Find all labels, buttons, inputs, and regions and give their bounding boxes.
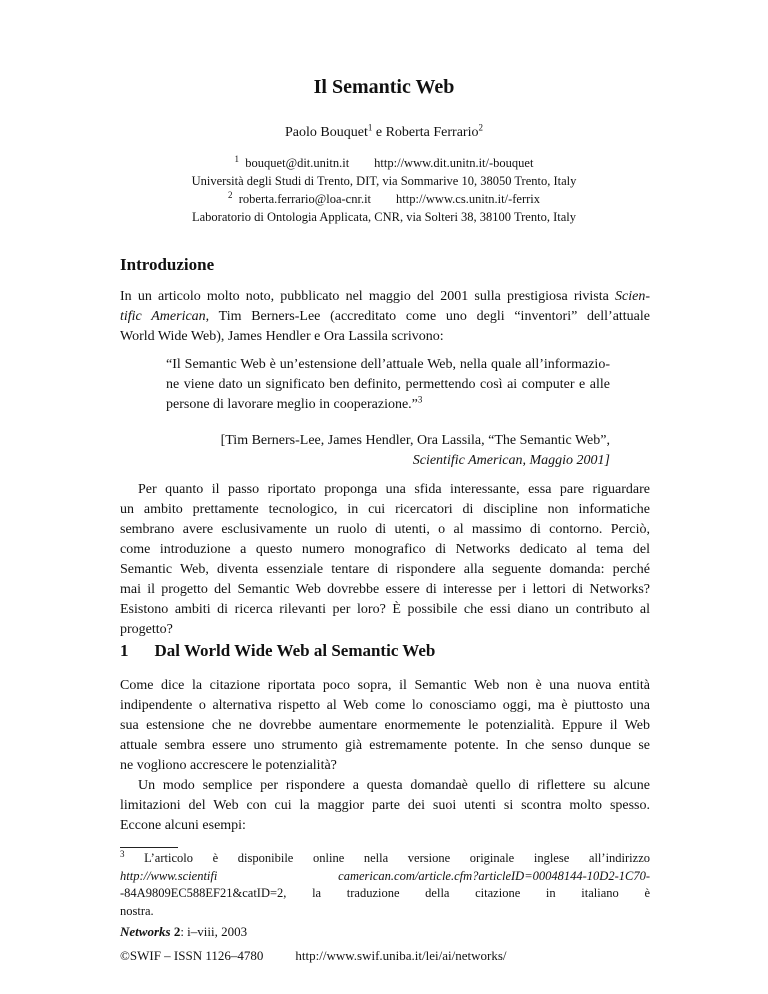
line-text: tific American, Tim Berners-Lee (accreditato come uno degli “inventori” dell’attuale — [120, 309, 650, 324]
paragraph — [120, 287, 650, 347]
text-line — [120, 716, 650, 736]
line-text: “Il Semantic Web è un’estensione dell’attuale Web, nella quale all’informazio- — [166, 357, 610, 372]
journal-url[interactable]: http://www.swif.uniba.it/lei/ai/networks/ — [295, 948, 507, 963]
line-text: nostra. — [120, 903, 154, 918]
text-line — [120, 776, 650, 796]
text-line — [166, 355, 610, 375]
affil-mark: 1 — [367, 122, 373, 133]
line-text: In un articolo molto noto, pubblicato nel maggio del 2001 sulla prestigiosa rivista Scien- — [120, 289, 650, 304]
text-line — [120, 850, 650, 868]
line-text: ne viene dato un significato ben definito, permettendo così ai computer e alle — [166, 377, 610, 392]
footer — [120, 920, 507, 968]
paragraph — [120, 480, 650, 640]
author-2: Roberta Ferrario — [385, 125, 479, 140]
text-line — [120, 480, 650, 500]
text-line — [120, 620, 650, 640]
text-line — [120, 560, 650, 580]
text-line — [120, 307, 650, 327]
line-text: -84A9809EC588EF21&catID=2, la traduzione della citazione in italiano è — [120, 886, 650, 900]
line-text: Come dice la citazione riportata poco sopra, il Semantic Web non è una nuova entità — [120, 678, 650, 693]
citation-line: Scientific American, Maggio 2001] — [412, 453, 610, 468]
text-line — [120, 580, 650, 600]
footnote-rule — [120, 847, 178, 848]
footnote-ref[interactable]: 3 — [417, 394, 423, 405]
text-line — [120, 600, 650, 620]
line-text: Eccone alcuni esempi: — [120, 818, 246, 833]
line-text: http://www.scientifi camerican.com/article.cfm?articleID=00048144-10D2-1C70- — [120, 868, 650, 883]
line-text: persone di lavorare meglio in cooperazione.” — [166, 397, 418, 412]
text-line — [120, 540, 650, 560]
line-text: come introduzione a questo numero monografico di Networks dedicato al tema del — [120, 542, 650, 557]
paragraph — [120, 676, 650, 776]
email: roberta.ferrario@loa-cnr.it — [238, 192, 372, 206]
text-line — [120, 327, 650, 347]
line-text: Un modo semplice per rispondere a questa domandaè quello di riflettere su alcune — [138, 778, 650, 793]
email: bouquet@dit.unitn.it — [245, 156, 350, 170]
address: Università degli Studi di Trento, DIT, via Sommarive 10, 38050 Trento, Italy — [191, 174, 577, 188]
line-text: ne vogliono accrescere le potenzialità? — [120, 758, 337, 773]
line-text: Esistono ambiti di ricerca rilevanti per loro? È possibile che essi diano un contributo al — [120, 602, 650, 617]
section-title: Dal World Wide Web al Semantic Web — [154, 641, 436, 660]
author-conj: e — [372, 125, 386, 140]
text-line — [120, 736, 650, 756]
author-1: Paolo Bouquet — [285, 125, 368, 140]
paper-title: Il Semantic Web — [313, 76, 455, 98]
address: Laboratorio di Ontologia Applicata, CNR, via Solteri 38, 38100 Trento, Italy — [192, 210, 576, 224]
text-line — [120, 520, 650, 540]
footnote-mark: 3 — [120, 848, 125, 859]
affil-mark: 2 — [478, 122, 483, 133]
block-quote — [166, 355, 610, 415]
text-line — [120, 796, 650, 816]
text-line — [120, 816, 650, 836]
line-text: L’articolo è disponibile online nella versione originale inglese all’indirizzo — [144, 851, 650, 865]
text-line — [120, 885, 650, 903]
section-heading-intro: Introduzione — [120, 255, 215, 274]
line-text: Per quanto il passo riportato proponga una sfida interessante, essa pare riguardare — [138, 482, 650, 497]
line-text: sua estensione che ne dovrebbe aumentare enormemente le potenzialità. Eppure il Web — [120, 718, 650, 733]
copyright: ©SWIF – ISSN 1126–4780 — [120, 948, 264, 963]
text-line — [120, 868, 650, 886]
line-text: progetto? — [120, 622, 173, 637]
line-text: un ambito prettamente tecnologico, in cui ricercatori di discipline non informatiche — [120, 502, 650, 517]
text-line — [120, 287, 650, 307]
line-text: Semantic Web, diventa essenziale tentare di rispondere alla seguente domanda: perché — [120, 562, 650, 577]
line-text: World Wide Web), James Hendler e Ora Lassila scrivono: — [120, 329, 444, 344]
text-line — [120, 676, 650, 696]
affil-mark: 2 — [228, 189, 233, 200]
line-text: indipendente o alternativa rispetto al Web come lo conosciamo oggi, ma è piuttosto una — [120, 698, 650, 713]
line-text: attuale sembra essere uno strumento già estremamente potente. In che senso dunque se — [120, 738, 650, 753]
section-heading-1 — [120, 641, 435, 661]
citation — [166, 431, 610, 471]
line-text: mai il progetto del Semantic Web dovrebbe essere di interesse per i lettori di Networks? — [120, 582, 650, 597]
footnote — [120, 850, 650, 920]
affil-mark: 1 — [234, 153, 240, 164]
paragraph — [120, 776, 650, 836]
text-line — [166, 395, 610, 415]
line-text: limitazioni del Web con cui la maggior parte dei suoi utenti si scontra molto spesso. — [120, 798, 650, 813]
text-line — [120, 756, 650, 776]
url: http://www.cs.unitn.it/-ferrix — [396, 192, 540, 206]
affiliations — [0, 154, 768, 226]
line-text: sembrano avere esclusivamente un ruolo di utenti, o al massimo di contorno. Perciò, — [120, 522, 650, 537]
text-line — [120, 696, 650, 716]
text-line — [120, 500, 650, 520]
text-line — [166, 375, 610, 395]
text-line — [120, 903, 650, 921]
citation-line: [Tim Berners-Lee, James Hendler, Ora Lassila, “The Semantic Web”, — [220, 433, 610, 448]
journal-name: Networks — [120, 924, 171, 939]
section-number: 1 — [120, 641, 129, 660]
url: http://www.dit.unitn.it/-bouquet — [374, 156, 534, 170]
pages: : i–viii, 2003 — [180, 924, 248, 939]
volume: 2 — [173, 924, 181, 939]
authors — [0, 122, 768, 141]
